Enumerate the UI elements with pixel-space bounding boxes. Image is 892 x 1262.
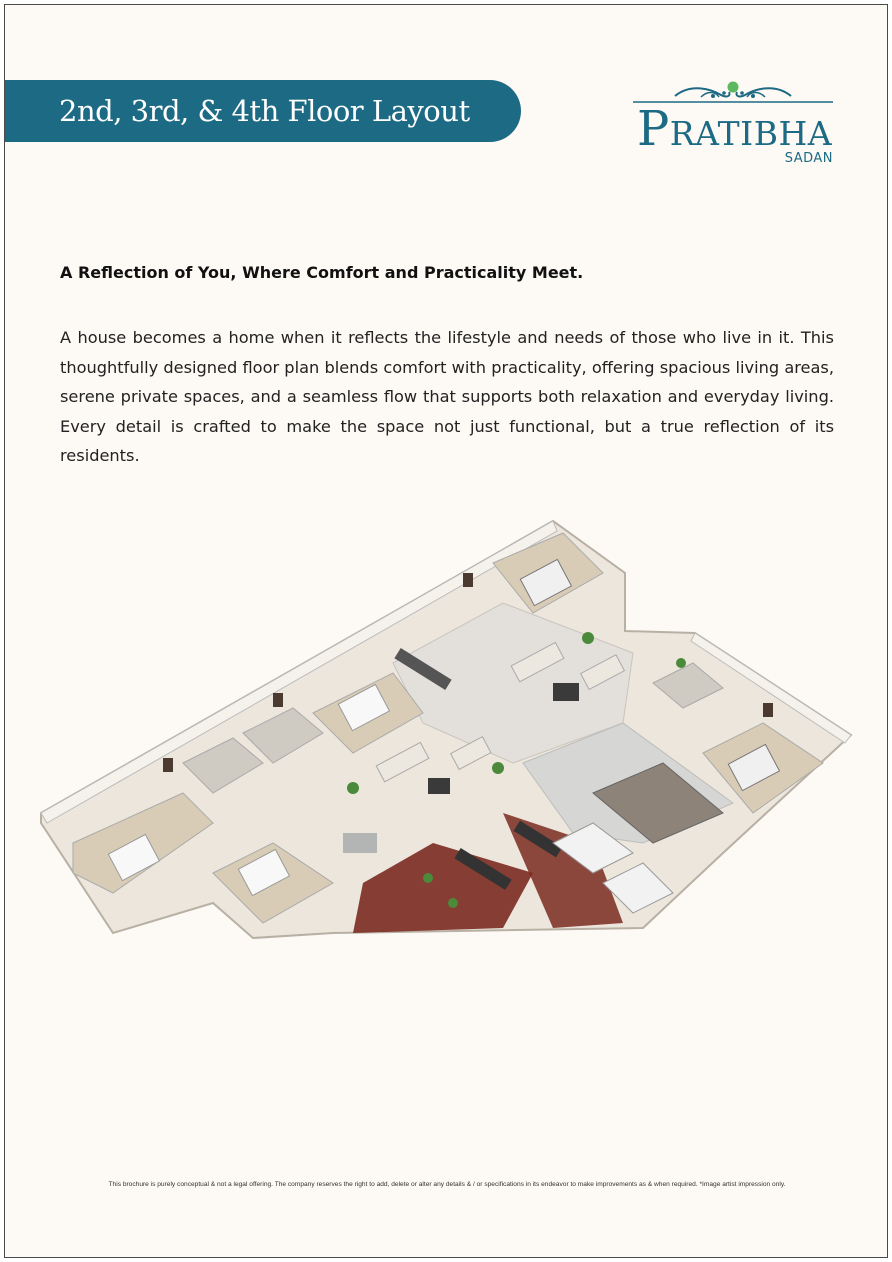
page-title: 2nd, 3rd, & 4th Floor Layout bbox=[59, 94, 470, 128]
intro-paragraph: A house becomes a home when it reflects the lifestyle and needs of those who live in it. This thoughtfully designed floor plan blends comfort with practicality, offering spacious living areas, serene private spaces, and a seamless flow that supports both relaxation and everyday living. Every detail is crafted to make the space not just functional, but a true reflection of its residents. bbox=[60, 328, 834, 465]
window bbox=[763, 703, 773, 717]
title-banner bbox=[5, 80, 521, 142]
plant bbox=[582, 632, 594, 644]
logo-cap: P bbox=[637, 101, 670, 157]
floor-plan-image bbox=[33, 513, 853, 943]
table bbox=[553, 683, 579, 701]
brochure-page bbox=[4, 4, 888, 1258]
window bbox=[163, 758, 173, 772]
plant bbox=[448, 898, 458, 908]
legal-disclaimer: This brochure is purely conceptual & not a legal offering. The company reserves the right to add, delete or alter any details & / or specifications in its endeavor to make improvements as & when required. *Image artist impression only. bbox=[108, 1181, 786, 1188]
logo-subtitle: SADAN bbox=[784, 151, 833, 166]
window bbox=[273, 693, 283, 707]
table bbox=[343, 833, 377, 853]
plant bbox=[423, 873, 433, 883]
plant bbox=[676, 658, 686, 668]
brand-logo bbox=[631, 75, 835, 171]
table bbox=[428, 778, 450, 794]
plant bbox=[492, 762, 504, 774]
plant bbox=[347, 782, 359, 794]
window bbox=[463, 573, 473, 587]
logo-wordmark bbox=[637, 101, 833, 157]
section-heading: A Reflection of You, Where Comfort and Practicality Meet. bbox=[60, 263, 584, 282]
logo-name-rest: RATIBHA bbox=[669, 114, 833, 153]
